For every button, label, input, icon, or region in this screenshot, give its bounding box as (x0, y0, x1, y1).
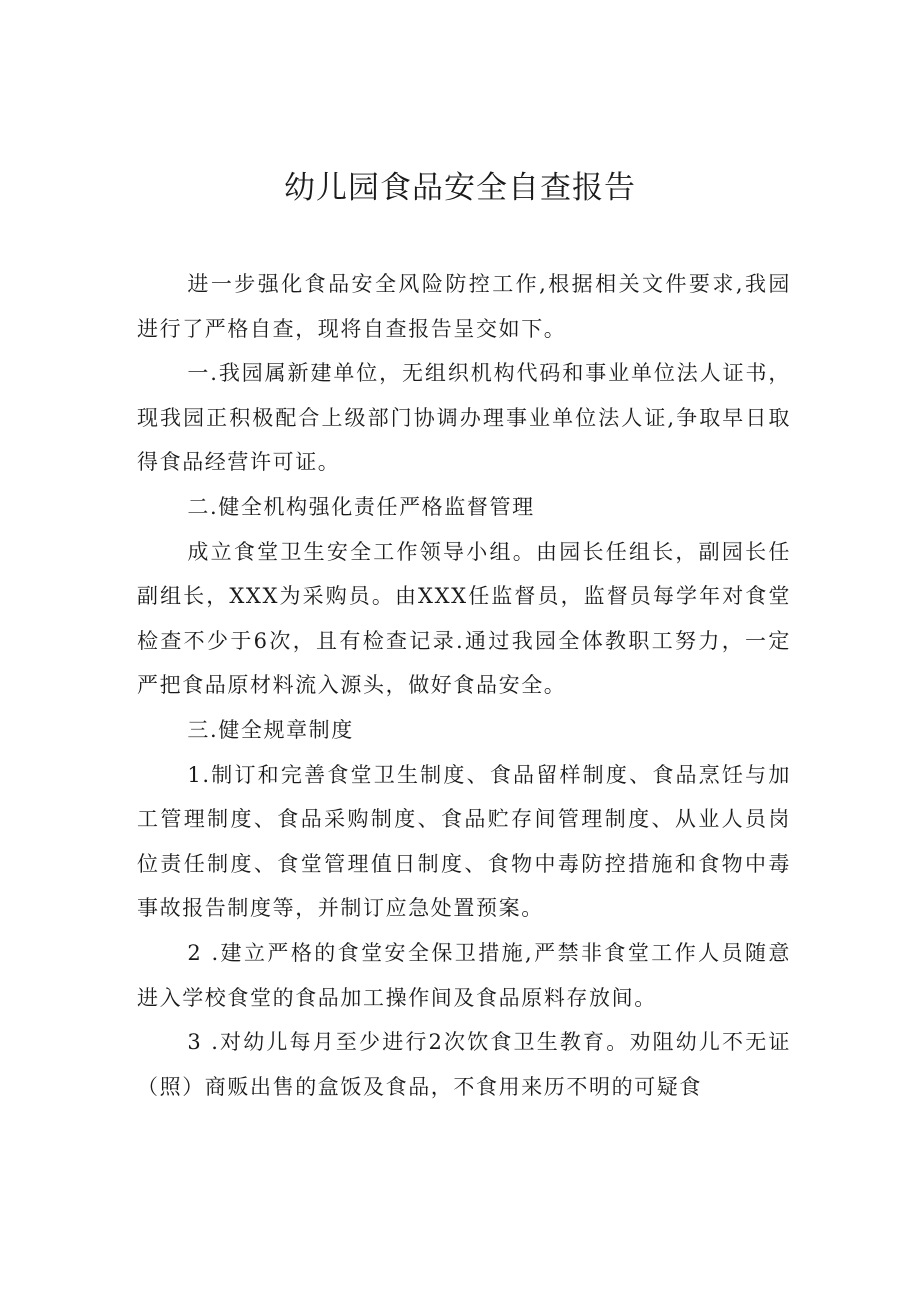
section-heading-3: 三.健全规章制度 (187, 717, 354, 742)
document-title: 幼儿园食品安全自查报告 (284, 170, 636, 206)
paragraph-item-2: 2 .建立严格的食堂安全保卫措施,严禁非食堂工作人员随意进入学校食堂的食品加工操作间及食品原料存放间。 (137, 940, 791, 1010)
paragraph-item-3: 3 .对幼儿每月至少进行2次饮食卫生教育。劝阻幼儿不无证（照）商贩出售的盒饭及食品，不食用来历不明的可疑食 (137, 1030, 791, 1099)
document-body (137, 262, 791, 1109)
paragraph-intro: 进一步强化食品安全风险防控工作,根据相关文件要求,我园进行了严格自查，现将自查报告呈交如下。 (137, 272, 791, 341)
paragraph-section-1: 一.我园属新建单位，无组织机构代码和事业单位法人证书，现我园正积极配合上级部门协调办理事业单位法人证,争取早日取得食品经营许可证。 (137, 361, 791, 475)
paragraph-section-2: 成立食堂卫生安全工作领导小组。由园长任组长，副园长任副组长，XXX为采购员。由XXX任监督员，监督员每学年对食堂检查不少于6次，且有检查记录.通过我园全体教职工努力，一定严把食品原材料流入源头，做好食品安全。 (137, 539, 791, 698)
section-heading-2: 二.健全机构强化责任严格监督管理 (187, 494, 535, 519)
paragraph-item-1: 1.制订和完善食堂卫生制度、食品留样制度、食品烹饪与加工管理制度、食品采购制度、食品贮存间管理制度、从业人员岗位责任制度、食堂管理值日制度、食物中毒防控措施和食物中毒事故报告制度等，并制订应急处置预案。 (137, 762, 791, 921)
